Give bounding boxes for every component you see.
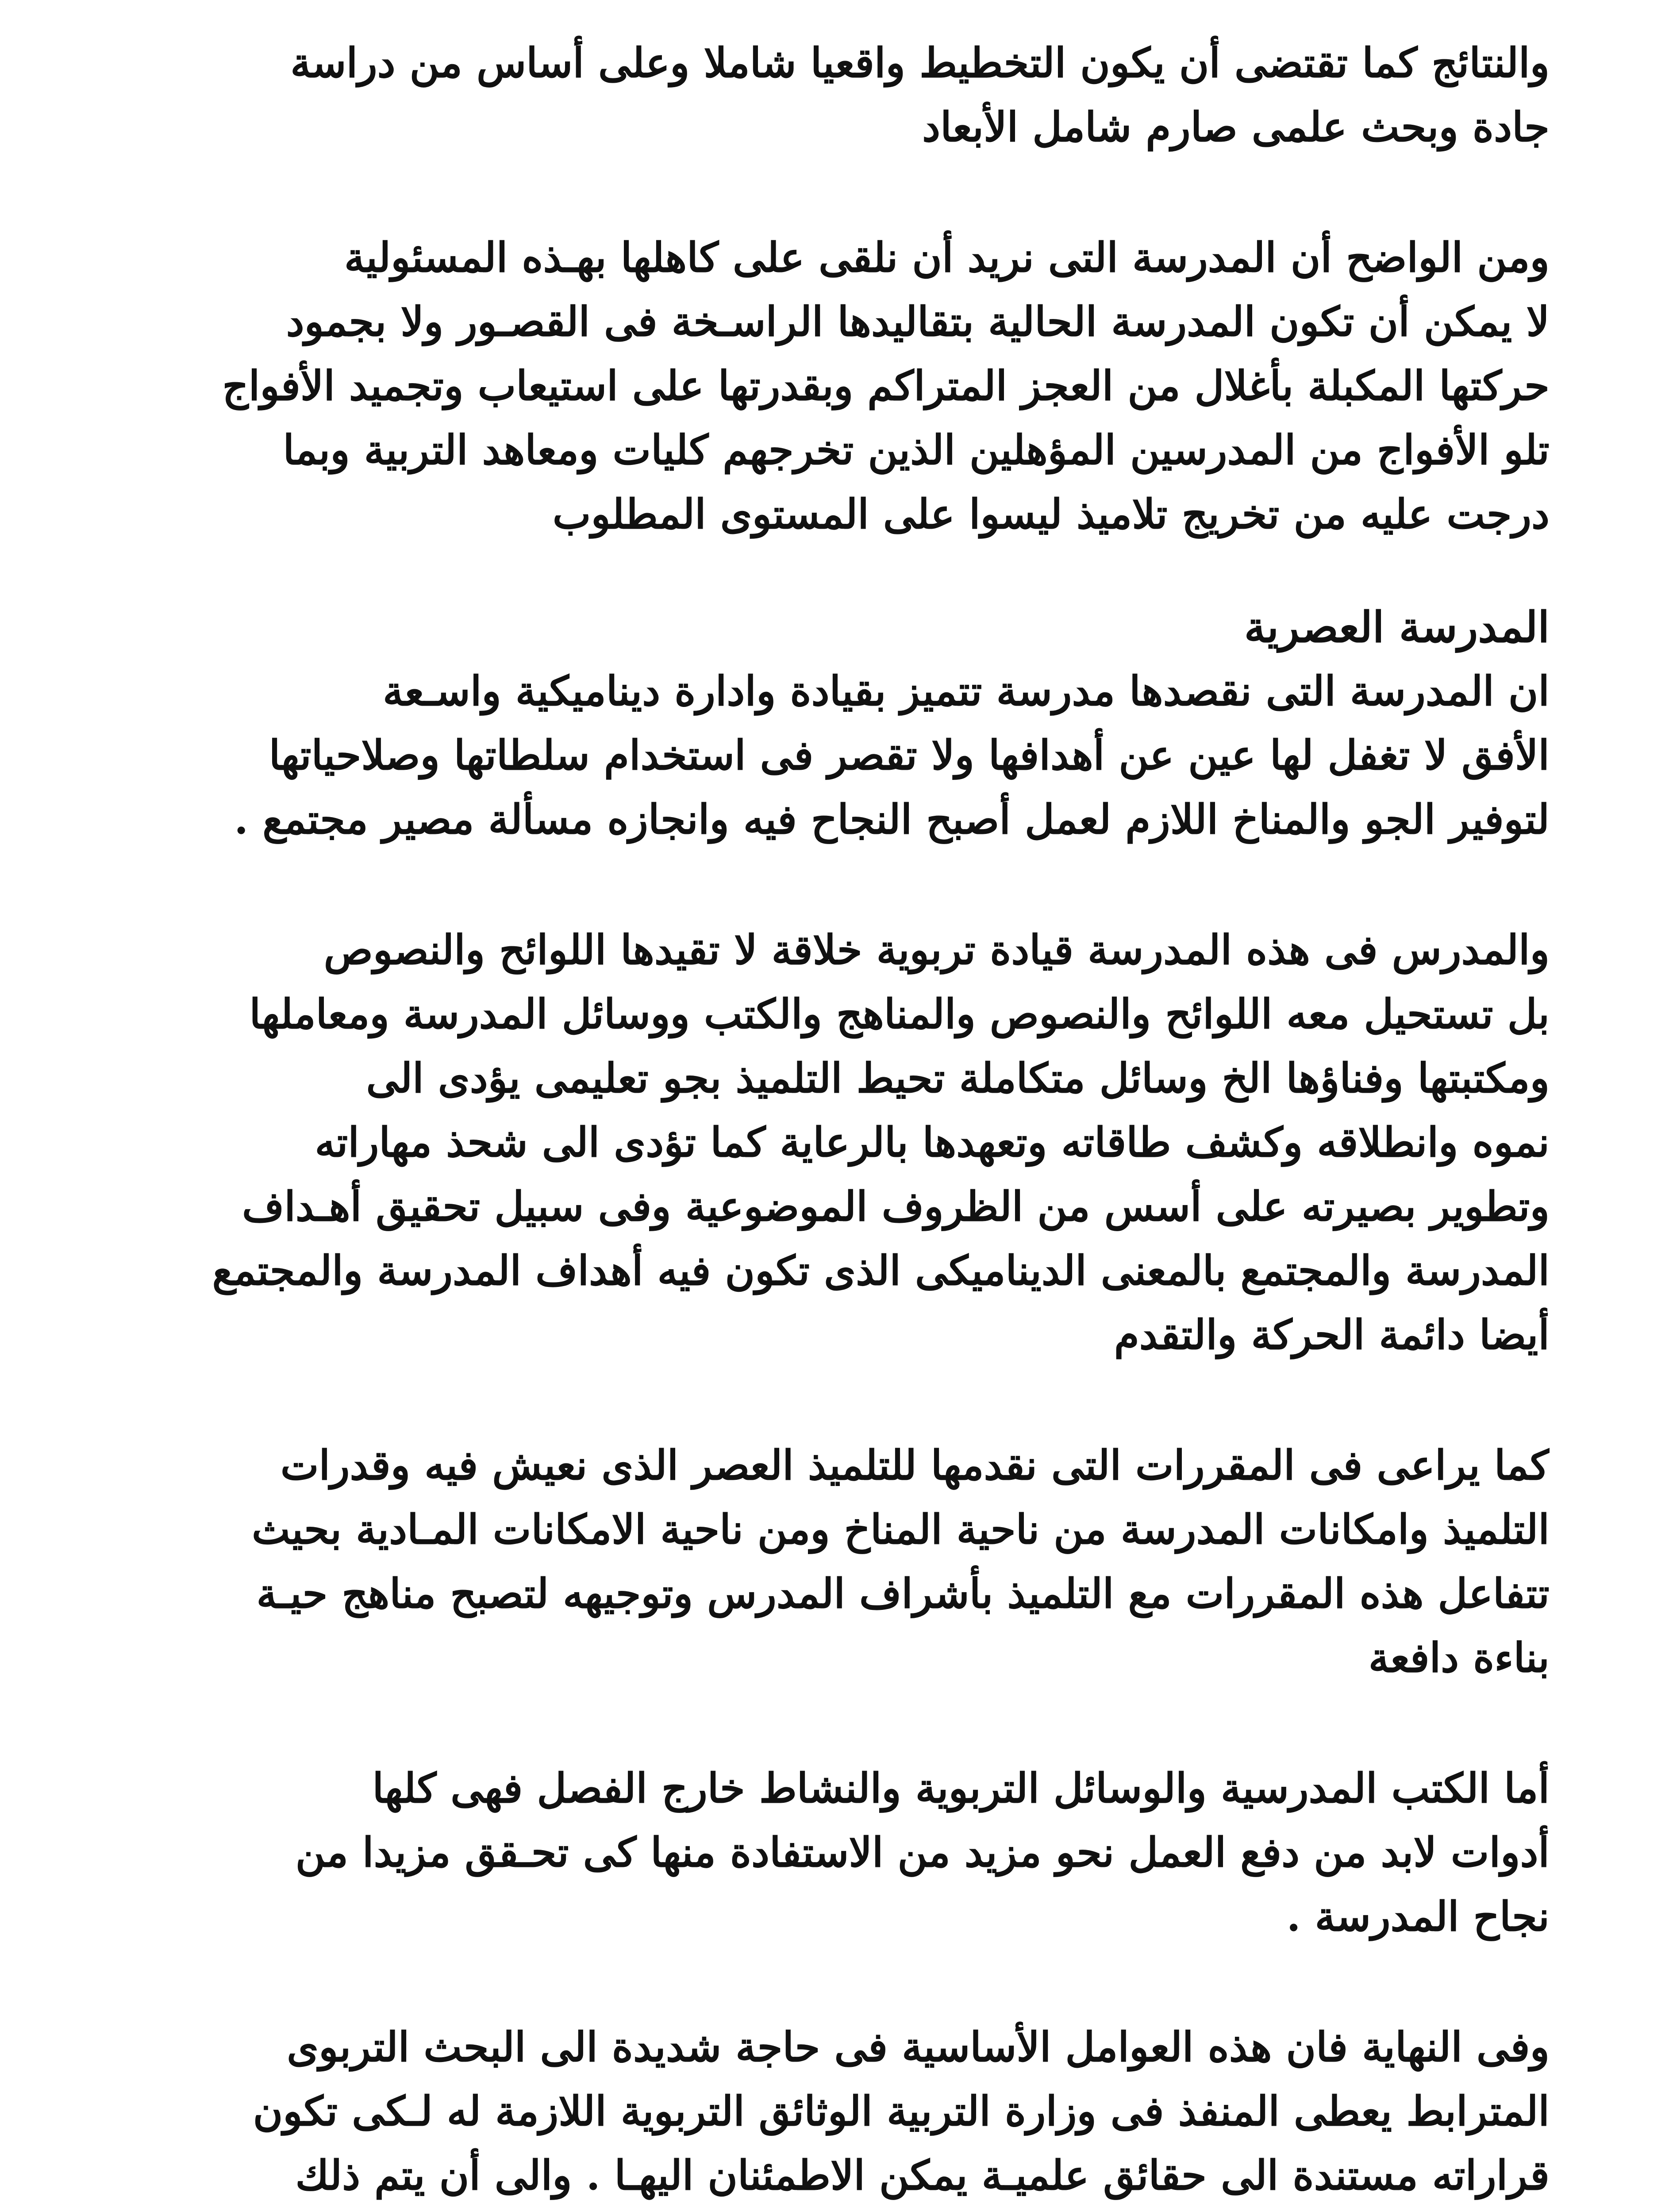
text-line: أيضا دائمة الحركة والتقدم — [1114, 1311, 1550, 1359]
text-line: حركتها المكبلة بأغلال من العجز المتراكم وبقدرتها على استيعاب وتجميد الأفواج — [222, 362, 1550, 410]
paragraph-6 — [111, 1756, 1550, 1949]
text-line: والنتائج كما تقتضى أن يكون التخطيط واقعيا شاملا وعلى أساس من دراسة — [290, 39, 1550, 87]
text-line: المترابط يعطى المنفذ فى وزارة التربية الوثائق التربوية اللازمة له لـكى تكون — [253, 2087, 1550, 2135]
text-line: نجاح المدرسة . — [1286, 1893, 1550, 1940]
text-line: ومكتبتها وفناؤها الخ وسائل متكاملة تحيط التلميذ بجو تعليمى يؤدى الى — [366, 1054, 1550, 1102]
text-line: المدرسة والمجتمع بالمعنى الديناميكى الذى تكون فيه أهداف المدرسة والمجتمع — [212, 1247, 1550, 1294]
text-line: كما يراعى فى المقررات التى نقدمها للتلميذ العصر الذى نعيش فيه وقدرات — [280, 1441, 1550, 1489]
text-line: وفى النهاية فان هذه العوامل الأساسية فى حاجة شديدة الى البحث التربوى — [287, 2023, 1550, 2071]
text-line: التلميذ وامكانات المدرسة من ناحية المناخ ومن ناحية الامكانات المـادية بحيث — [252, 1505, 1550, 1553]
text-line: أدوات لابد من دفع العمل نحو مزيد من الاستفادة منها كى تحـقق مزيدا من — [295, 1828, 1550, 1876]
text-line: جادة وبحث علمى صارم شامل الأبعاد — [922, 103, 1550, 151]
text-line: والمدرس فى هذه المدرسة قيادة تربوية خلاقة لا تقيدها اللوائح والنصوص — [323, 926, 1550, 974]
paragraph-5 — [111, 1433, 1550, 1690]
text-line: قراراته مستندة الى حقائق علميـة يمكن الاطمئنان اليهـا . والى أن يتم ذلك — [295, 2151, 1550, 2199]
text-line: تلو الأفواج من المدرسين المؤهلين الذين تخرجهم كليات ومعاهد التربية وبما — [283, 426, 1550, 474]
text-line: أما الكتب المدرسية والوسائل التربوية والنشاط خارج الفصل فهى كلها — [372, 1764, 1550, 1812]
section-heading: المدرسة العصرية — [1244, 602, 1550, 652]
text-line: بل تستحيل معه اللوائح والنصوص والمناهج والكتب ووسائل المدرسة ومعاملها — [249, 990, 1550, 1038]
text-line: لا يمكن أن تكون المدرسة الحالية بتقاليدها الراسـخة فى القصـور ولا بجمود — [286, 298, 1550, 346]
paragraph-1 — [111, 31, 1550, 159]
text-line: الأفق لا تغفل لها عين عن أهدافها ولا تقصر فى استخدام سلطاتها وصلاحياتها — [269, 731, 1550, 779]
paragraph-3 — [111, 659, 1550, 852]
text-line: نموه وانطلاقه وكشف طاقاته وتعهدها بالرعاية كما تؤدى الى شحذ مهاراته — [315, 1118, 1550, 1166]
paragraph-2 — [111, 226, 1550, 546]
paragraph-7 — [111, 2015, 1550, 2212]
text-line: ان المدرسة التى نقصدها مدرسة تتميز بقيادة وادارة ديناميكية واسـعة — [383, 667, 1550, 715]
text-line: تتفاعل هذه المقررات مع التلميذ بأشراف المدرس وتوجيهه لتصبح مناهج حيـة — [256, 1570, 1550, 1617]
text-line — [111, 2208, 1550, 2212]
text-line: بناءة دافعة — [1368, 1634, 1550, 1682]
text-line: لتوفير الجو والمناخ اللازم لعمل أصبح النجاح فيه وانجازه مسألة مصير مجتمع . — [234, 795, 1550, 843]
paragraph-4 — [111, 918, 1550, 1367]
text-line: وتطوير بصيرته على أسس من الظروف الموضوعية وفى سبيل تحقيق أهـداف — [242, 1183, 1550, 1230]
text-line: ومن الواضح أن المدرسة التى نريد أن نلقى على كاهلها بهـذه المسئولية — [344, 234, 1550, 281]
text-line: درجت عليه من تخريج تلاميذ ليسوا على المستوى المطلوب — [552, 490, 1550, 538]
